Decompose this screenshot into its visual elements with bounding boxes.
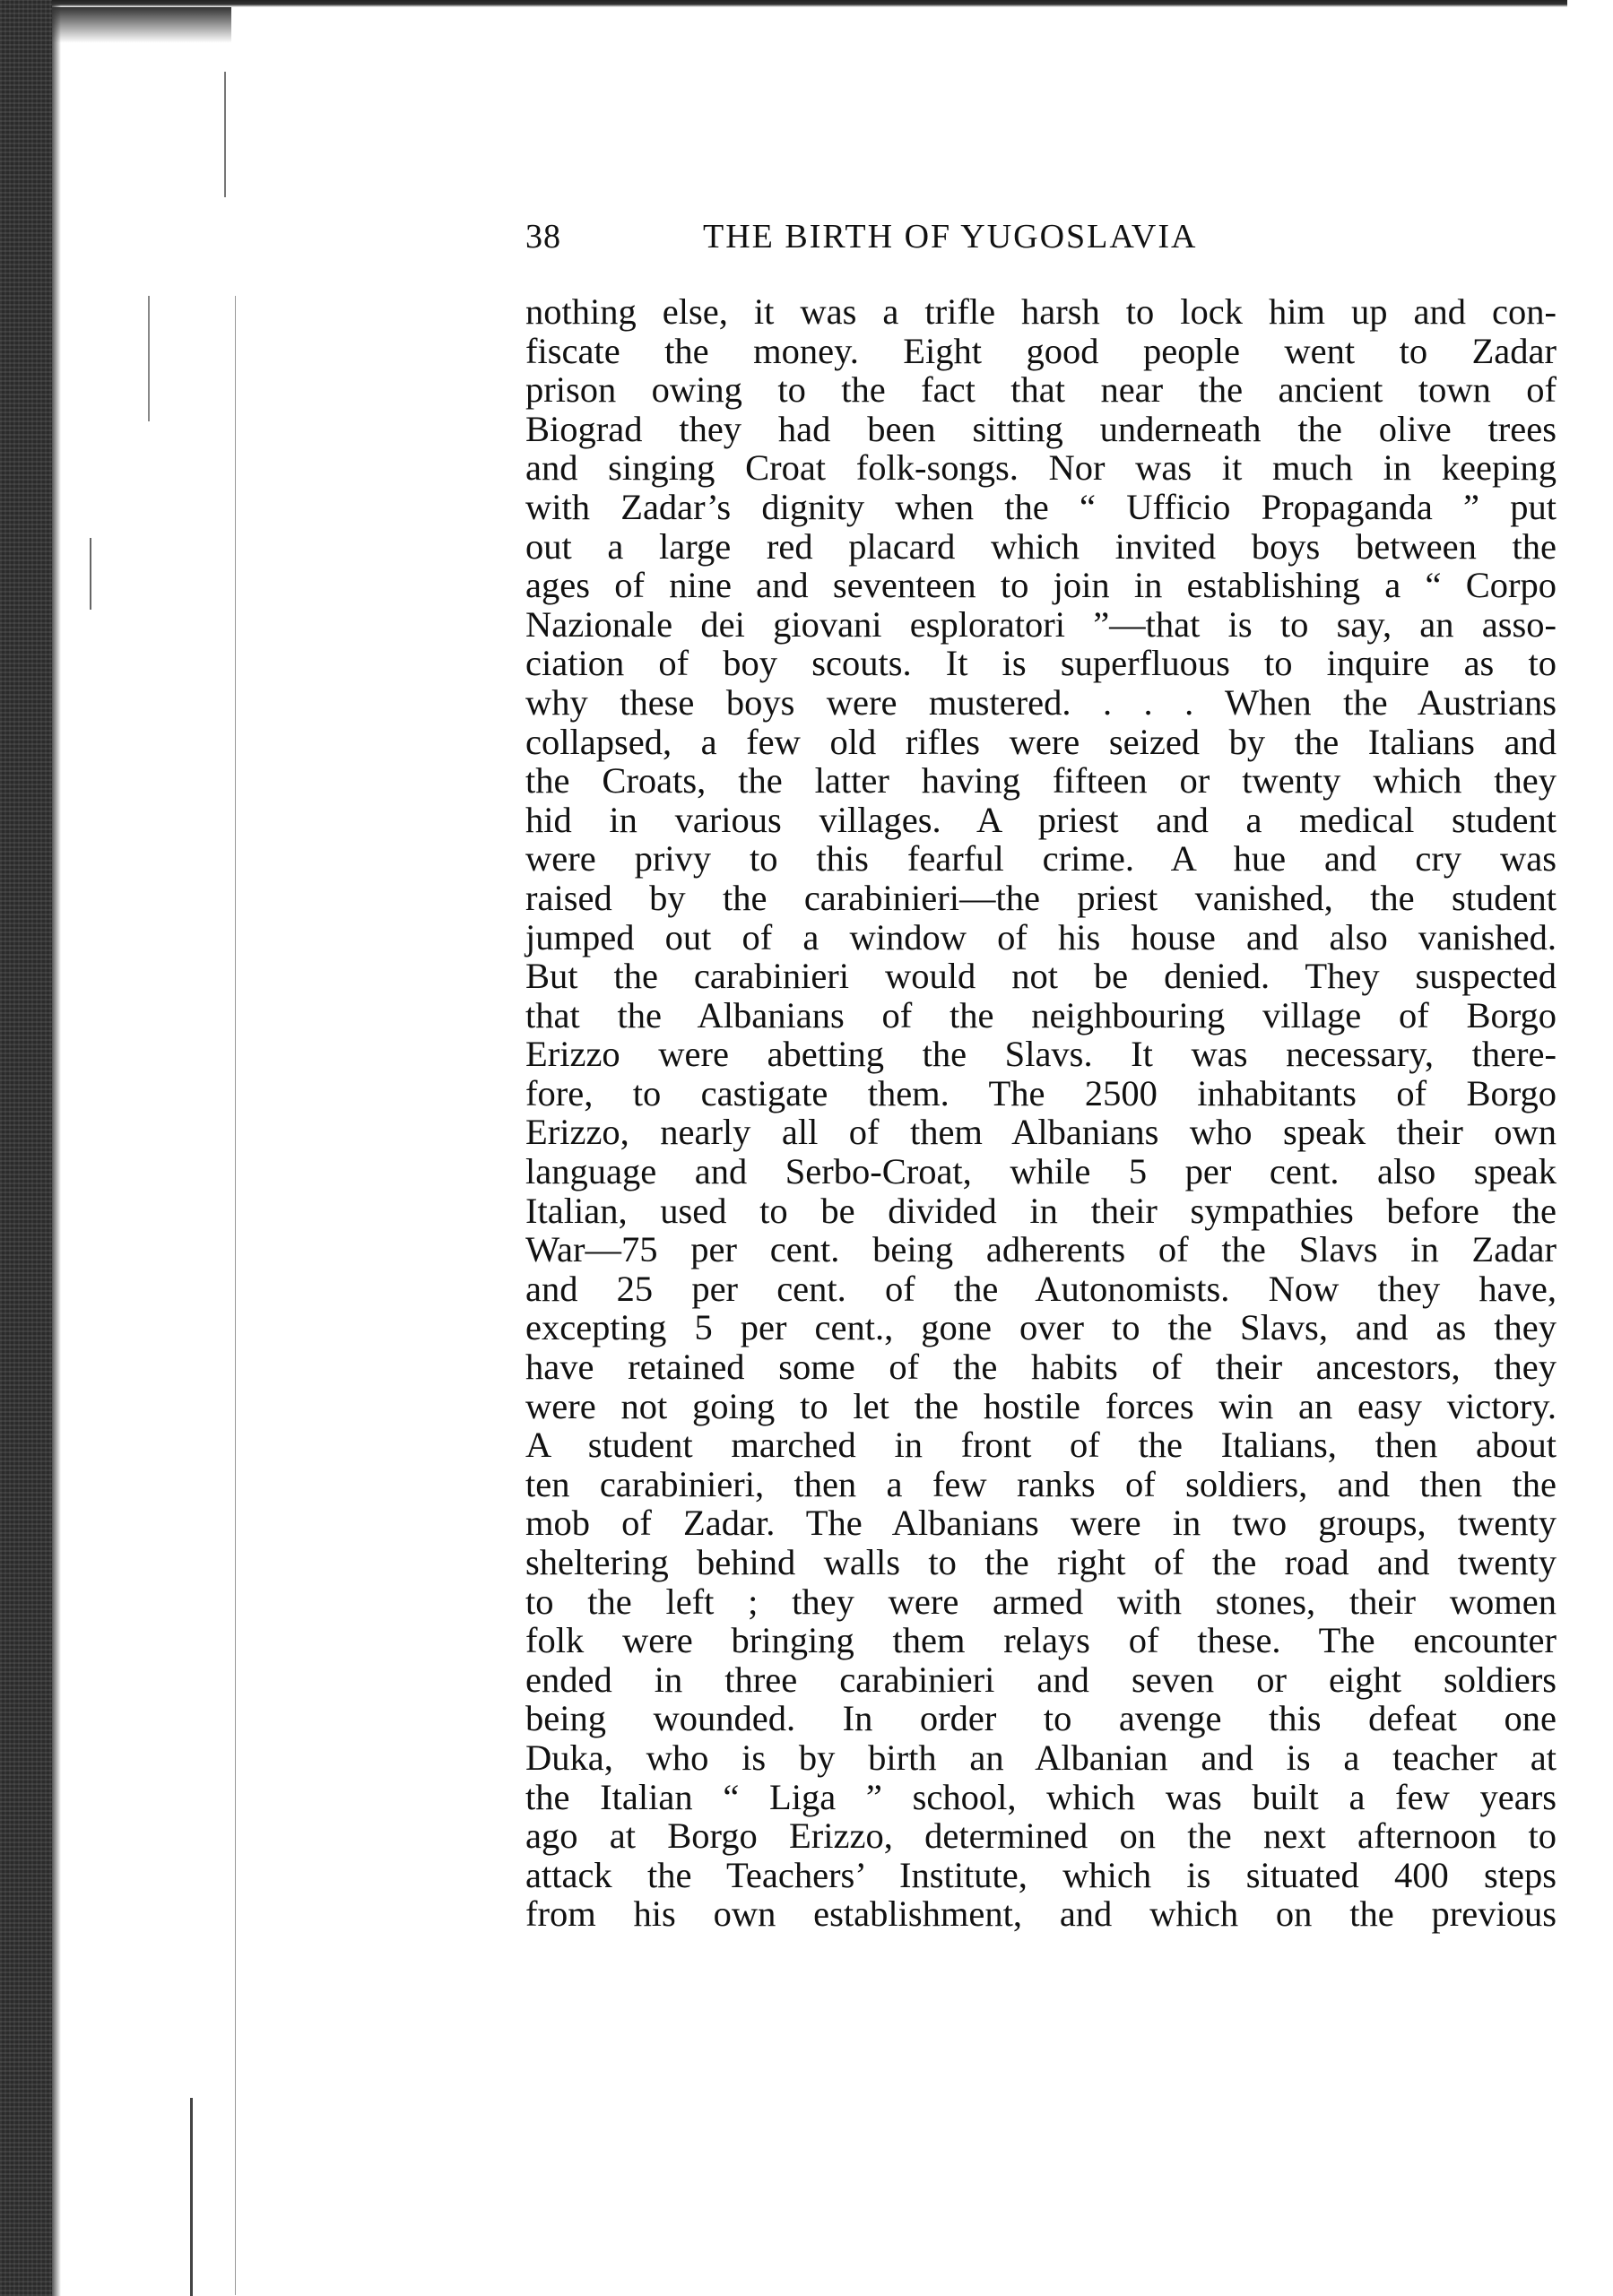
- text-line: Duka, who is by birth an Albanian and is a teacher at: [525, 1737, 1557, 1778]
- text-line: raised by the carabinieri—the priest vanished, the student: [525, 877, 1557, 918]
- gutter-mark: [90, 538, 91, 610]
- text-line: from his own establishment, and which on the previous: [525, 1893, 1557, 1935]
- running-title: THE BIRTH OF YUGOSLAVIA: [703, 218, 1198, 256]
- text-line: ciation of boy scouts. It is superfluous to inquire as to: [525, 643, 1557, 684]
- text-line: the Croats, the latter having fifteen or twenty which they: [525, 760, 1557, 801]
- text-line: that the Albanians of the neighbouring village of Borgo: [525, 994, 1557, 1035]
- text-line: being wounded. In order to avenge this defeat one: [525, 1698, 1557, 1739]
- gutter-mark: [190, 2098, 193, 2296]
- text-line: ago at Borgo Erizzo, determined on the next afternoon to: [525, 1815, 1557, 1857]
- text-line: have retained some of the habits of their ancestors, they: [525, 1347, 1557, 1388]
- text-line: nothing else, it was a trifle harsh to lock him up and con-: [525, 291, 1557, 332]
- spine-shadow: [52, 0, 61, 2296]
- text-line: ended in three carabinieri and seven or eight soldiers: [525, 1659, 1557, 1700]
- text-line: prison owing to the fact that near the ancient town of: [525, 369, 1557, 411]
- text-line: Italian, used to be divided in their sympathies before the: [525, 1190, 1557, 1231]
- text-line: were not going to let the hostile forces win an easy victory.: [525, 1385, 1557, 1426]
- page-header: [525, 208, 1557, 262]
- text-line: A student marched in front of the Italians, then about: [525, 1425, 1557, 1466]
- text-line: with Zadar’s dignity when the “ Ufficio Propaganda ” put: [525, 486, 1557, 527]
- text-line: sheltering behind walls to the right of the road and twenty: [525, 1542, 1557, 1582]
- text-line: attack the Teachers’ Institute, which is situated 400 steps: [525, 1854, 1557, 1895]
- text-line: Biograd they had been sitting underneath the olive trees: [525, 408, 1557, 449]
- text-line: fore, to castigate them. The 2500 inhabitants of Borgo: [525, 1072, 1557, 1113]
- text-line: were privy to this fearful crime. A hue and cry was: [525, 838, 1557, 879]
- text-line: fiscate the money. Eight good people went to Zadar: [525, 330, 1557, 371]
- gutter-mark: [148, 296, 150, 421]
- text-line: ten carabinieri, then a few ranks of soldiers, and then the: [525, 1463, 1557, 1504]
- text-line: out a large red placard which invited boys between the: [525, 525, 1557, 567]
- text-line: collapsed, a few old rifles were seized by the Italians and: [525, 721, 1557, 762]
- text-line: to the left ; they were armed with stones, their women: [525, 1581, 1557, 1622]
- text-line: folk were bringing them relays of these. The encounter: [525, 1620, 1557, 1661]
- text-line: and 25 per cent. of the Autonomists. Now they have,: [525, 1268, 1557, 1309]
- text-line: Erizzo were abetting the Slavs. It was necessary, there-: [525, 1034, 1557, 1075]
- text-line: the Italian “ Liga ” school, which was built a few years: [525, 1776, 1557, 1817]
- gutter-mark: [224, 72, 226, 197]
- text-line: hid in various villages. A priest and a medical student: [525, 799, 1557, 840]
- text-line: why these boys were mustered. . . . When the Austrians: [525, 681, 1557, 723]
- body-text: [525, 292, 1557, 1934]
- text-line: jumped out of a window of his house and also vanished.: [525, 916, 1557, 957]
- text-line: excepting 5 per cent., gone over to the Slavs, and as they: [525, 1307, 1557, 1348]
- text-line: mob of Zadar. The Albanians were in two groups, twenty: [525, 1503, 1557, 1544]
- text-line: Erizzo, nearly all of them Albanians who speak their own: [525, 1112, 1557, 1153]
- text-line: and singing Croat folk-songs. Nor was it much in keeping: [525, 447, 1557, 489]
- text-line: ages of nine and seventeen to join in establishing a “ Corpo: [525, 565, 1557, 606]
- page-number: 38: [525, 218, 561, 256]
- text-line: But the carabinieri would not be denied. They suspected: [525, 956, 1557, 997]
- text-line: language and Serbo-Croat, while 5 per cent. also speak: [525, 1151, 1557, 1192]
- page-top-edge: [52, 0, 1567, 7]
- text-line: Nazionale dei giovani esploratori ”—that is to say, an asso-: [525, 603, 1557, 645]
- page-top-shadow: [52, 7, 231, 43]
- text-line: War—75 per cent. being adherents of the Slavs in Zadar: [525, 1229, 1557, 1270]
- book-spine-edge: [0, 0, 52, 2296]
- gutter-mark: [235, 296, 236, 2295]
